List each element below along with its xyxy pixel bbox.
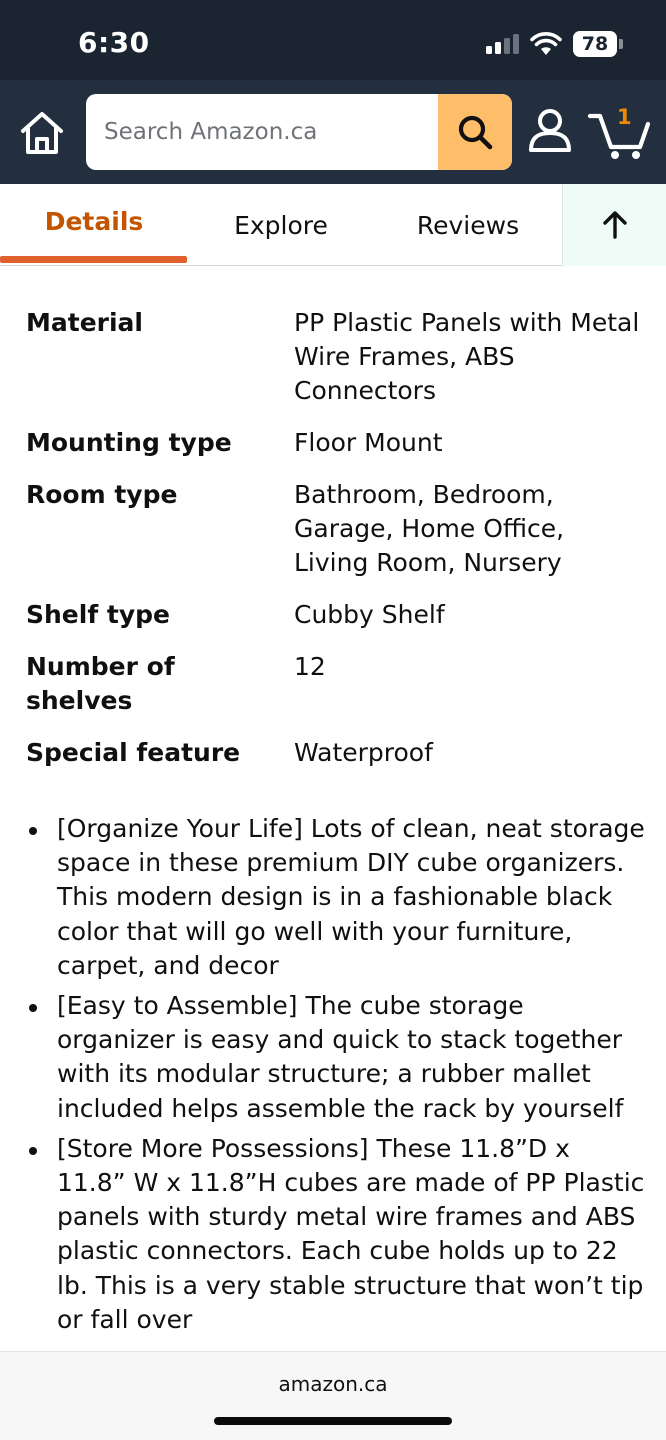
spec-value: Waterproof	[294, 738, 433, 767]
spec-key: Material	[26, 308, 143, 337]
spec-value: Floor Mount	[294, 428, 443, 457]
feature-bullet: [Easy to Assemble] The cube storage organizer is easy and quick to stack together with its modular structure; a rubber mallet included helps assemble the rack by yourself	[26, 989, 646, 1126]
spec-row	[26, 650, 646, 718]
spec-value: 12	[294, 652, 326, 681]
search-icon	[455, 112, 495, 152]
spec-key: Mounting type	[26, 428, 232, 457]
home-icon	[18, 110, 66, 156]
spec-row	[26, 306, 646, 408]
spec-row	[26, 478, 646, 580]
spec-key: Room type	[26, 480, 178, 509]
browser-bottom-bar	[0, 1351, 666, 1440]
spec-value: Cubby Shelf	[294, 600, 445, 629]
home-button[interactable]	[18, 110, 66, 156]
search-box	[86, 94, 512, 170]
battery-indicator: 78	[573, 31, 617, 57]
search-button[interactable]	[438, 94, 512, 170]
wifi-icon	[530, 30, 562, 56]
spec-row	[26, 598, 646, 632]
spec-row	[26, 736, 646, 770]
account-icon	[526, 106, 574, 156]
spec-table	[26, 306, 646, 788]
tab-reviews[interactable]: Reviews	[416, 210, 520, 240]
url-label[interactable]: amazon.ca	[278, 1372, 388, 1396]
tab-explore[interactable]: Explore	[234, 210, 328, 240]
tab-details[interactable]: Details	[44, 206, 144, 236]
cart-count-badge: 1	[617, 105, 632, 129]
spec-value: Bathroom, Bedroom, Garage, Home Office, Living Room, Nursery	[294, 480, 565, 577]
spec-value: PP Plastic Panels with Metal Wire Frames, ABS Connectors	[294, 308, 640, 405]
feature-bullet: [Store More Possessions] These 11.8”D x 11.8” W x 11.8”H cubes are made of PP Plastic panels with sturdy metal wire frames and ABS plastic connectors. Each cube holds up to 22 lb. This is a very stable structure that won’t tip or fall over	[26, 1132, 646, 1337]
spec-key: Number of shelves	[26, 652, 175, 715]
spec-key: Special feature	[26, 738, 241, 767]
status-bar	[0, 0, 666, 80]
app-header	[0, 80, 666, 184]
spec-key: Shelf type	[26, 600, 171, 629]
home-indicator[interactable]	[214, 1417, 452, 1425]
active-tab-indicator	[0, 256, 187, 263]
status-time: 6:30	[78, 26, 150, 59]
search-input[interactable]	[86, 94, 438, 170]
cellular-signal-icon	[486, 34, 522, 54]
feature-bullets	[26, 812, 646, 1343]
section-tabs	[0, 184, 666, 266]
battery-tip	[619, 39, 623, 49]
account-button[interactable]	[526, 106, 574, 156]
spec-row	[26, 426, 646, 460]
cart-button[interactable]	[586, 102, 654, 162]
feature-bullet: [Organize Your Life] Lots of clean, neat storage space in these premium DIY cube organizers. This modern design is in a fashionable black color that will go well with your furniture, carpet, and decor	[26, 812, 646, 983]
product-details	[0, 266, 666, 1351]
arrow-up-icon	[601, 210, 629, 240]
back-to-top-button[interactable]	[562, 184, 666, 266]
